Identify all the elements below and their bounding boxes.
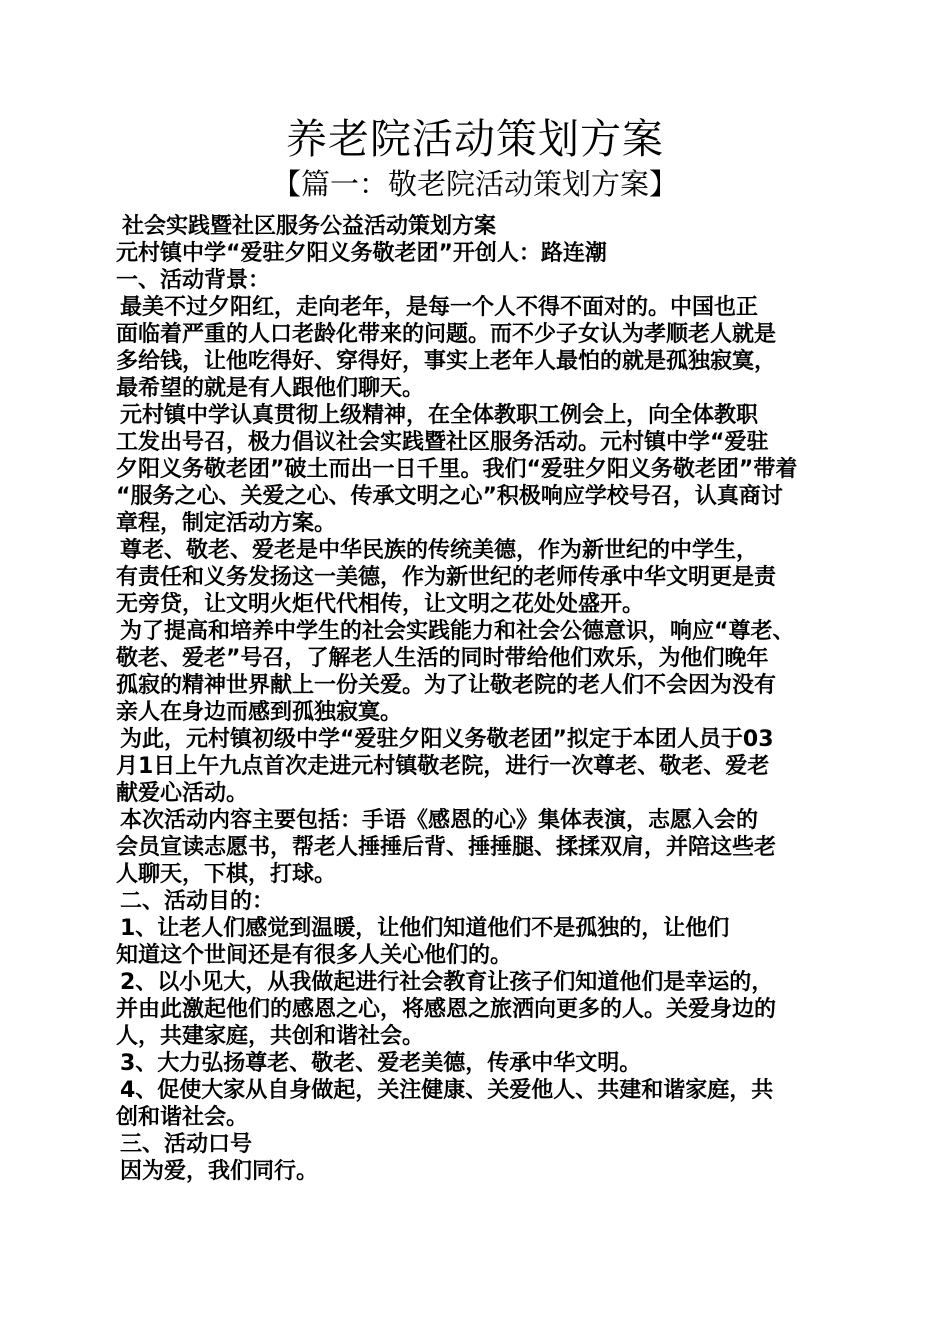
text-line: 一、活动背景：: [116, 268, 271, 293]
text-line: 面临着严重的人口老龄化带来的问题。而不少子女认为孝顺老人就是: [116, 322, 777, 347]
text-line: 章程，制定活动方案。: [116, 511, 337, 536]
text-line: 月1日上午九点首次走进元村镇敬老院，进行一次尊老、敬老、爱老: [116, 754, 770, 779]
text-line: 4、促使大家从自身做起，关注健康、关爱他人、共建和谐家庭，共: [120, 1078, 774, 1103]
text-line: 为了提高和培养中学生的社会实践能力和社会公德意识，响应“尊老、: [120, 619, 795, 644]
text-line: 元村镇中学认真贯彻上级精神，在全体教职工例会上，向全体教职: [120, 403, 759, 428]
document-subtitle: 【篇一：敬老院活动策划方案】: [271, 167, 678, 201]
text-line: 并由此激起他们的感恩之心，将感恩之旅洒向更多的人。关爱身边的: [116, 997, 777, 1022]
text-line: 社会实践暨社区服务公益活动策划方案: [122, 214, 497, 239]
text-line: 因为爱，我们同行。: [120, 1159, 319, 1184]
text-line: 会员宣读志愿书，帮老人捶捶后背、捶捶腿、揉揉双肩，并陪这些老: [116, 835, 777, 860]
text-line: 3、大力弘扬尊老、敬老、爱老美德，传承中华文明。: [120, 1051, 642, 1076]
text-line: 创和谐社会。: [116, 1105, 249, 1130]
text-line: 夕阳义务敬老团”破土而出一日千里。我们“爱驻夕阳义务敬老团”带着: [116, 457, 798, 482]
text-line: 有责任和义务发扬这一美德，作为新世纪的老师传承中华文明更是责: [116, 565, 777, 590]
text-line: 人聊天，下棋，打球。: [116, 862, 337, 887]
text-line: 最希望的就是有人跟他们聊天。: [116, 376, 425, 401]
text-line: 为此，元村镇初级中学“爱驻夕阳义务敬老团”拟定于本团人员于03: [120, 727, 774, 752]
text-line: 三、活动口号: [120, 1132, 253, 1157]
text-line: 二、活动目的：: [120, 889, 275, 914]
text-line: 本次活动内容主要包括：手语《感恩的心》集体表演，志愿入会的: [120, 808, 759, 833]
text-line: 人，共建家庭，共创和谐社会。: [116, 1024, 425, 1049]
text-line: 1、让老人们感觉到温暖，让他们知道他们不是孤独的，让他们: [120, 916, 730, 941]
text-line: 敬老、爱老”号召，了解老人生活的同时带给他们欢乐，为他们晚年: [116, 646, 769, 671]
text-line: 献爱心活动。: [116, 781, 249, 806]
text-line: 知道这个世间还是有很多人关心他们的。: [116, 943, 513, 968]
text-line: 元村镇中学“爱驻夕阳义务敬老团”开创人：路连潮: [116, 241, 607, 266]
document-title: 养老院活动策划方案: [286, 115, 664, 163]
text-line: 亲人在身边而感到孤独寂寞。: [116, 700, 403, 725]
text-line: 无旁贷，让文明火炬代代相传，让文明之花处处盛开。: [116, 592, 645, 617]
document-body: [116, 213, 836, 1185]
text-line: 多给钱，让他吃得好、穿得好，事实上老年人最怕的就是孤独寂寞，: [116, 349, 777, 374]
text-line: 工发出号召，极力倡议社会实践暨社区服务活动。元村镇中学“爱驻: [116, 430, 769, 455]
text-line: 2、以小见大，从我做起进行社会教育让孩子们知道他们是幸运的，: [120, 970, 774, 995]
text-line: 最美不过夕阳红，走向老年，是每一个人不得不面对的。中国也正: [120, 295, 759, 320]
text-line: 尊老、敬老、爱老是中华民族的传统美德，作为新世纪的中学生，: [120, 538, 759, 563]
text-line: “服务之心、关爱之心、传承文明之心”积极响应学校号召，认真商讨: [116, 484, 783, 509]
text-line: 孤寂的精神世界献上一份关爱。为了让敬老院的老人们不会因为没有: [116, 673, 777, 698]
